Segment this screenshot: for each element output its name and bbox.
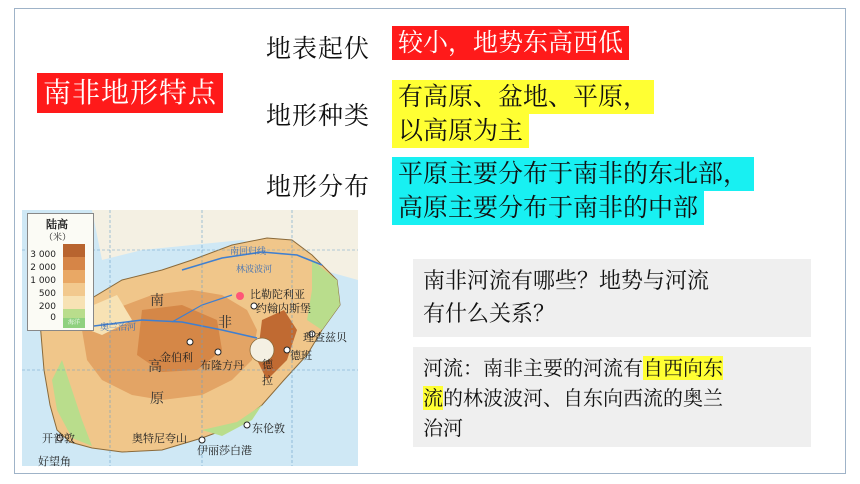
map-label-tropic: 南回归线	[230, 247, 267, 257]
legend-level-200: 200	[38, 302, 56, 312]
map-label-cape-town: 开普敦	[42, 432, 75, 445]
answer-highlight-2: 流	[423, 386, 443, 410]
row-label-relief: 地表起伏	[266, 34, 371, 63]
legend-swatch-500	[63, 283, 85, 296]
map-label-cape-good-hope: 好望角	[38, 455, 71, 468]
legend-title: 陆高	[46, 218, 68, 231]
answer-box	[413, 347, 811, 447]
answer-text-1: 河流：南非主要的河流有	[423, 356, 643, 380]
legend-level-3000: 3 000	[30, 250, 56, 260]
legend-level-0: 0	[50, 313, 56, 323]
slide-title: 南非地形特点	[37, 73, 223, 113]
question-line2: 有什么关系？	[423, 302, 556, 327]
answer-line3: 治河	[423, 416, 463, 440]
map-label-johannesburg: 约翰内斯堡	[256, 302, 311, 315]
legend-level-1000: 1 000	[30, 276, 56, 286]
row-label-landform-distribution: 地形分布	[266, 172, 371, 201]
map-label-south: 南	[150, 293, 164, 309]
map-label-plateau-2: 原	[150, 391, 164, 407]
capital-marker	[236, 292, 244, 300]
answer-highlight-1: 自西向东	[643, 356, 723, 380]
row-value-relief: 较小，地势东高西低	[392, 26, 629, 60]
legend-swatch-1000	[63, 270, 85, 283]
map-label-kimberley: 金伯利	[160, 351, 193, 364]
question-line1: 南非河流有哪些？地势与河流	[423, 269, 710, 294]
answer-line2	[423, 383, 801, 413]
legend-swatch-2000	[63, 257, 85, 270]
map-label-bloemfontein: 布隆方丹	[200, 359, 244, 372]
map-label-east-london: 东伦敦	[252, 422, 285, 435]
map-label-drakensberg-2: 拉	[262, 374, 273, 387]
map-label-africa: 非	[218, 315, 232, 331]
row-value-landform-types-line1: 有高原、盆地、平原，	[392, 80, 654, 114]
map-label-drakensberg-1: 德	[262, 358, 273, 371]
map-legend	[27, 213, 94, 331]
row-value-landform-types-line2: 以高原为主	[392, 114, 529, 148]
row-value-distribution-line1: 平原主要分布于南非的东北部，	[392, 157, 754, 191]
map-label-orange: 奥兰治河	[100, 323, 137, 333]
answer-line1	[423, 353, 801, 383]
legend-swatch-200	[63, 296, 85, 309]
map-label-pretoria: 比勒陀利亚	[250, 288, 305, 301]
map-label-durban: 德班	[290, 349, 312, 362]
legend-swatch-0	[63, 309, 85, 318]
legend-level-500: 500	[38, 289, 56, 299]
legend-sea: 海洋	[63, 318, 85, 328]
question-box	[413, 259, 811, 337]
row-value-distribution-line2: 高原主要分布于南非的中部	[392, 191, 704, 225]
map-label-plateau: 高	[148, 359, 162, 375]
map-label-port-elizabeth: 伊丽莎白港	[197, 444, 252, 457]
map-label-outeniqua: 奥特尼夸山	[132, 432, 187, 445]
row-label-landform-types: 地形种类	[266, 101, 371, 130]
map-label-limpopo: 林波波河	[236, 265, 273, 275]
map-label-richards-bay: 理查兹贝	[303, 331, 347, 344]
legend-swatch-3000	[63, 244, 85, 257]
answer-text-2: 的林波波河、自东向西流的奥兰	[443, 386, 723, 410]
legend-level-2000: 2 000	[30, 263, 56, 273]
legend-unit: （米）	[44, 233, 72, 243]
